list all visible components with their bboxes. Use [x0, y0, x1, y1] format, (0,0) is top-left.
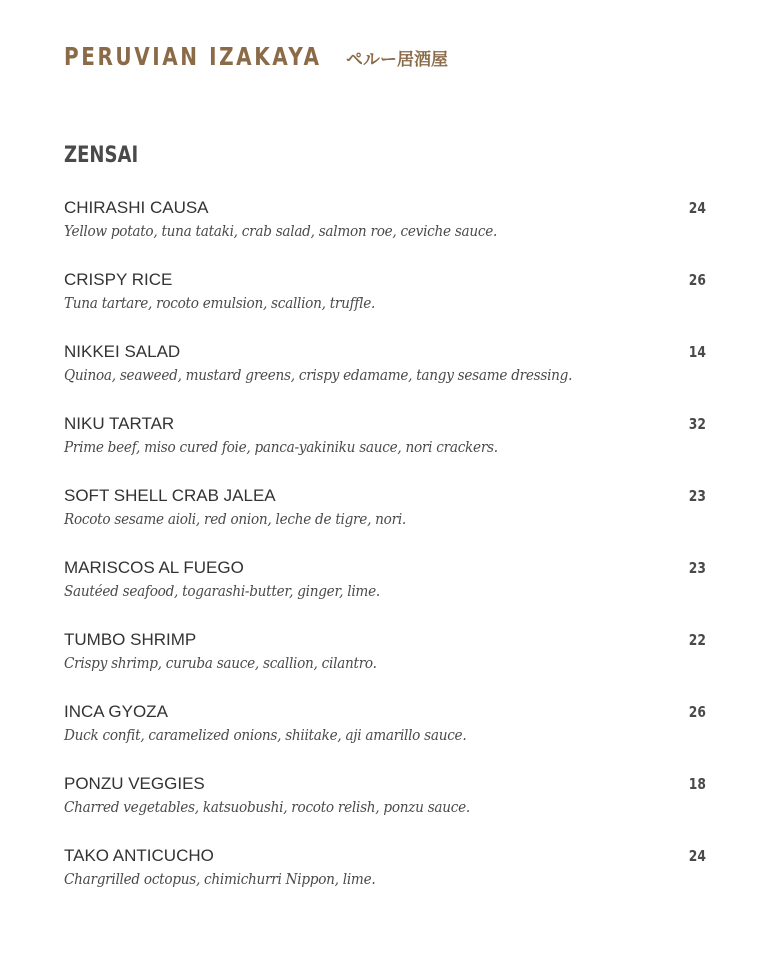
menu-item-price: 18 — [688, 775, 706, 793]
menu-item-description: Chargrilled octopus, chimichurri Nippon, lime. — [64, 872, 376, 888]
menu-item-description: Duck confit, caramelized onions, shiitake, aji amarillo sauce. — [64, 728, 467, 744]
menu-item — [64, 629, 708, 701]
restaurant-name: PERUVIAN IZAKAYA — [64, 42, 322, 71]
menu-item-description: Prime beef, miso cured foie, panca-yakiniku sauce, nori crackers. — [64, 440, 498, 456]
menu-item — [64, 845, 708, 917]
menu-item-price: 24 — [688, 199, 706, 217]
menu-item-price: 26 — [688, 271, 706, 289]
menu-item — [64, 485, 708, 557]
menu-item-description: Tuna tartare, rocoto emulsion, scallion, truffle. — [64, 296, 376, 312]
menu-item-name: NIKKEI SALAD — [64, 342, 181, 361]
menu-item-name: TUMBO SHRIMP — [64, 630, 197, 649]
menu-item — [64, 557, 708, 629]
menu-item-price: 22 — [688, 631, 706, 649]
menu-item-name: MARISCOS AL FUEGO — [64, 558, 244, 577]
menu-item — [64, 197, 708, 269]
menu-item-name: SOFT SHELL CRAB JALEA — [64, 486, 276, 505]
menu-item — [64, 269, 708, 341]
menu-item-description: Rocoto sesame aioli, red onion, leche de tigre, nori. — [64, 512, 406, 528]
menu-item-price: 24 — [688, 847, 706, 865]
menu-item — [64, 341, 708, 413]
section-title: ZENSAI — [64, 143, 139, 168]
menu-item-description: Yellow potato, tuna tataki, crab salad, salmon roe, ceviche sauce. — [64, 224, 498, 240]
menu-item-name: NIKU TARTAR — [64, 414, 175, 433]
menu-item-price: 23 — [688, 559, 706, 577]
menu-header — [64, 42, 448, 71]
menu-item — [64, 773, 708, 845]
menu-item-description: Sautéed seafood, togarashi-butter, ginger, lime. — [64, 584, 380, 600]
menu-item-description: Charred vegetables, katsuobushi, rocoto relish, ponzu sauce. — [64, 800, 470, 816]
menu-item-name: CHIRASHI CAUSA — [64, 198, 209, 217]
menu-item-description: Crispy shrimp, curuba sauce, scallion, cilantro. — [64, 656, 377, 672]
menu-item-price: 26 — [688, 703, 706, 721]
menu-item — [64, 413, 708, 485]
menu-item-description: Quinoa, seaweed, mustard greens, crispy edamame, tangy sesame dressing. — [64, 368, 573, 384]
menu-item-name: INCA GYOZA — [64, 702, 168, 721]
menu-item-name: PONZU VEGGIES — [64, 774, 205, 793]
menu-item-price: 14 — [688, 343, 706, 361]
menu-item — [64, 701, 708, 773]
menu-item-price: 23 — [688, 487, 706, 505]
menu-item-list — [64, 197, 708, 917]
menu-item-name: TAKO ANTICUCHO — [64, 846, 214, 865]
menu-item-name: CRISPY RICE — [64, 270, 173, 289]
restaurant-name-japanese: ペルー居酒屋 — [346, 50, 448, 70]
menu-item-price: 32 — [688, 415, 706, 433]
